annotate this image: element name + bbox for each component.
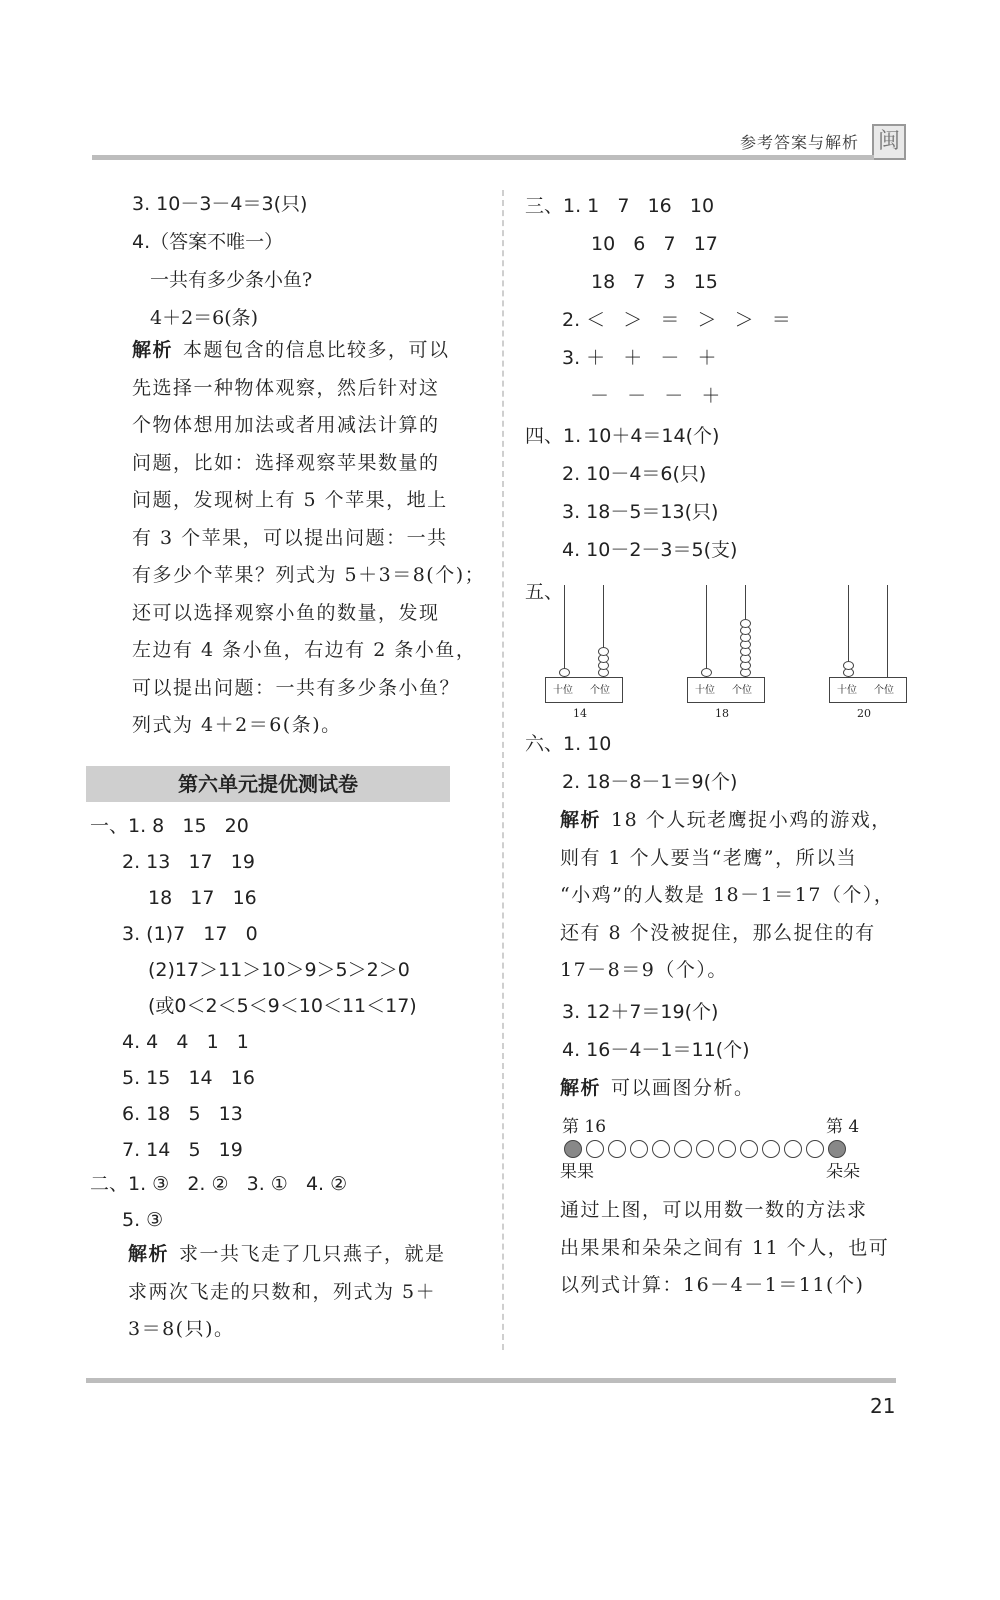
answer-line: 5. 15 14 16 [122,1067,255,1089]
queue-diagram [564,1140,864,1162]
place-value-base [829,677,907,703]
answer-line: 一共有多少条小鱼? [150,269,313,291]
analysis-text: 可以画图分析。 [611,1077,755,1099]
analysis-label: 解析 [132,339,174,361]
answer-line: 3. ＋ ＋ － ＋ [562,347,717,369]
answer-line: － － － ＋ [590,385,721,407]
analysis-text: 还可以选择观察小鱼的数量，发现 [132,601,440,624]
analysis-paragraph-1 [132,332,492,745]
section-banner: 第六单元提优测试卷 [86,766,450,802]
person-circle [586,1140,604,1158]
answer-line: 3. 10－3－4＝3(只) [132,193,308,215]
person-circle [652,1140,670,1158]
analysis-label: 解析 [128,1243,170,1265]
right-position-label: 第 4 [826,1117,860,1137]
closing-paragraph [560,1192,905,1305]
answer-line: 2. 13 17 19 [122,851,255,873]
abacus-14 [545,585,625,725]
analysis-text: 18 个人玩老鹰捉小鸡的游戏， [611,809,892,831]
answer-line: 六、1. 10 [525,733,612,755]
analysis-label: 解析 [560,1077,602,1099]
person-circle [630,1140,648,1158]
ones-label: 个位 [874,685,894,696]
place-value-base [687,677,765,703]
analysis-text: 本题包含的信息比较多，可以 [183,339,450,361]
analysis-paragraph-4 [560,1070,900,1108]
analysis-paragraph-2 [128,1236,488,1349]
analysis-text: 左边有 4 条小鱼，右边有 2 条小鱼， [132,639,477,661]
answer-line: 4. 10－2－3＝5(支) [562,539,738,561]
person-circle [674,1140,692,1158]
person-circle [784,1140,802,1158]
abacus-20 [829,585,909,725]
answer-line: 6. 18 5 13 [122,1103,243,1125]
bead [559,668,570,677]
analysis-text: 求一共飞走了几只燕子，就是 [179,1243,446,1265]
answer-line: 4. 4 4 1 1 [122,1031,249,1053]
answer-line: 三、1. 1 7 16 10 [525,195,715,217]
left-position-label: 第 16 [562,1117,607,1137]
answer-line: 四、1. 10＋4＝14(个) [525,425,720,447]
page-number: 21 [870,1394,896,1418]
analysis-text: 3＝8(只)。 [128,1318,235,1340]
bead [843,661,854,670]
bead [598,647,609,656]
answer-line: 18 7 3 15 [591,271,718,293]
analysis-text: 列式为 4＋2＝6(条)。 [132,714,342,736]
answer-line: 10 6 7 17 [591,233,718,255]
answer-line: 7. 14 5 19 [122,1139,243,1161]
tens-label: 十位 [695,685,715,696]
analysis-text: 17－8＝9（个）。 [560,959,728,981]
person-circle [762,1140,780,1158]
abacus-18 [687,585,767,725]
bead [740,619,751,628]
answer-line: 一、1. 8 15 20 [90,815,249,837]
right-name-label: 朵朵 [826,1162,860,1182]
abacus-value: 20 [857,707,871,720]
section-label: 五、 [525,581,564,603]
place-value-base [545,677,623,703]
answer-line: 二、1. ③ 2. ② 3. ① 4. ② [90,1173,348,1195]
ones-rod [887,585,888,677]
answer-line: 4＋2＝6(条) [150,307,259,329]
analysis-text: 求两次飞走的只数和，列式为 5＋ [128,1280,437,1303]
answer-line: 4. 16－4－1＝11(个) [562,1039,750,1061]
marked-person-circle [828,1140,846,1158]
answer-line: 4.（答案不唯一） [132,231,284,253]
left-name-label: 果果 [560,1162,594,1182]
analysis-text: 有多少个苹果？列式为 5＋3＝8(个)； [132,564,486,586]
analysis-label: 解析 [560,809,602,831]
tens-label: 十位 [837,685,857,696]
answer-line: 5. ③ [122,1209,164,1231]
analysis-text: 问题，发现树上有 5 个苹果，地上 [132,489,448,511]
bead [701,668,712,677]
answer-line: (2)17＞11＞10＞9＞5＞2＞0 [148,959,410,981]
analysis-text: 个物体想用加法或者用减法计算的 [132,414,440,436]
closing-text: 通过上图，可以用数一数的方法求 [560,1199,868,1221]
tens-rod [564,585,565,677]
person-circle [696,1140,714,1158]
tens-label: 十位 [553,685,573,696]
ones-label: 个位 [732,685,752,696]
answer-line: 3. 12＋7＝19(个) [562,1001,719,1023]
analysis-text: 有 3 个苹果，可以提出问题：一共 [132,526,448,549]
analysis-text: 问题，比如：选择观察苹果数量的 [132,451,440,474]
region-badge: 闽 [872,124,906,160]
header-title: 参考答案与解析 [740,133,860,152]
analysis-text: 先选择一种物体观察，然后针对这 [132,376,440,399]
answer-line: (或0＜2＜5＜9＜10＜11＜17) [148,995,417,1017]
analysis-text: 可以提出问题：一共有多少条小鱼？ [132,676,461,699]
answer-line: 2. ＜ ＞ ＝ ＞ ＞ ＝ [562,309,791,331]
analysis-text: “小鸡”的人数是 18－1＝17（个）， [560,884,895,906]
person-circle [718,1140,736,1158]
ones-label: 个位 [590,685,610,696]
marked-person-circle [564,1140,582,1158]
person-circle [740,1140,758,1158]
answer-line: 3. 18－5＝13(只) [562,501,719,523]
footer-rule [86,1378,896,1383]
tens-rod [706,585,707,677]
person-circle [608,1140,626,1158]
analysis-paragraph-3 [560,802,900,990]
analysis-text: 还有 8 个没被捉住，那么捉住的有 [560,921,876,944]
answer-line: 2. 18－8－1＝9(个) [562,771,738,793]
abacus-value: 18 [715,707,729,720]
header-rule [92,155,874,160]
analysis-text: 则有 1 个人要当“老鹰”，所以当 [560,846,858,869]
person-circle [806,1140,824,1158]
column-divider [502,190,504,1350]
answer-line: 2. 10－4＝6(只) [562,463,707,485]
closing-text: 以列式计算：16－4－1＝11(个) [560,1274,865,1296]
closing-text: 出果果和朵朵之间有 11 个人，也可 [560,1236,890,1259]
answer-line: 3. (1)7 17 0 [122,923,258,945]
abacus-value: 14 [573,707,587,720]
answer-line: 18 17 16 [148,887,257,909]
